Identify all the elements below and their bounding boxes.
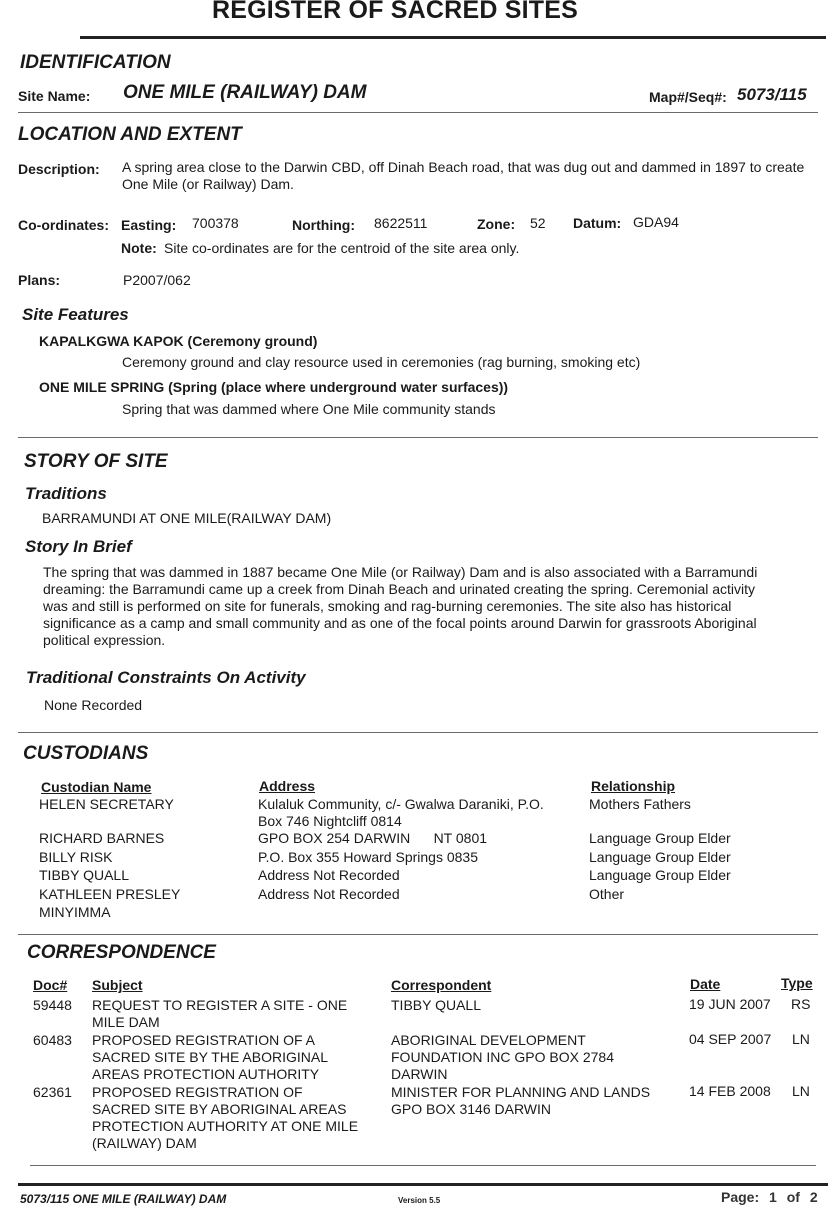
- site-name-label: Site Name:: [18, 88, 91, 104]
- divider: [30, 1165, 816, 1166]
- subject-line: (RAILWAY) DAM: [92, 1135, 197, 1151]
- footer-rule: [18, 1183, 828, 1186]
- correspondent-line: FOUNDATION INC GPO BOX 2784: [391, 1049, 615, 1065]
- story-heading: STORY OF SITE: [24, 451, 168, 472]
- datum-value: GDA94: [633, 214, 679, 230]
- page-indicator: [721, 1189, 818, 1205]
- divider: [18, 934, 818, 935]
- date-header: Date: [690, 976, 721, 992]
- subject-line: SACRED SITE BY ABORIGINAL AREAS: [92, 1101, 347, 1117]
- coordinates-label: Co-ordinates:: [18, 217, 109, 233]
- zone-label: Zone:: [477, 216, 516, 232]
- subject-header: Subject: [92, 977, 143, 993]
- constraints-text: None Recorded: [44, 697, 143, 713]
- subject-line: REQUEST TO REGISTER A SITE - ONE: [92, 997, 348, 1013]
- correspondent-line: MINISTER FOR PLANNING AND LANDS: [391, 1084, 651, 1100]
- feature-name: ONE MILE SPRING (Spring (place where underground water surfaces)): [39, 379, 509, 395]
- story-brief-text: [43, 564, 757, 649]
- correspondent-header: Correspondent: [391, 977, 492, 993]
- page-number: 1: [769, 1189, 777, 1205]
- correspondent-text: TIBBY QUALL: [391, 997, 482, 1013]
- northing-value: 8622511: [374, 215, 428, 231]
- zone-value: 52: [530, 215, 546, 231]
- type-header: Type: [781, 975, 813, 991]
- custodian-relationship-header: Relationship: [591, 778, 676, 794]
- correspondent-text: [391, 1084, 650, 1118]
- doc-header: Doc#: [33, 977, 68, 993]
- page-total: 2: [809, 1189, 818, 1205]
- correspondent-text: [391, 1032, 614, 1083]
- custodian-name: MINYIMMA: [39, 904, 111, 920]
- custodian-name: KATHLEEN PRESLEY: [39, 886, 181, 902]
- story-line: dreaming: the Barramundi came up a creek from Dinah Beach and urinated creating the spring. Ceremonial activity: [43, 581, 756, 597]
- story-line: significance as a camp and small community and as one of the focal points around Darwin for grassroots Aboriginal: [43, 615, 757, 631]
- doc-number: 60483: [33, 1032, 72, 1048]
- correspondence-type: LN: [792, 1083, 810, 1099]
- subject-text: [92, 1032, 328, 1083]
- traditions-heading: Traditions: [25, 484, 107, 503]
- constraints-heading: Traditional Constraints On Activity: [26, 668, 306, 687]
- correspondent-line: ABORIGINAL DEVELOPMENT: [391, 1032, 586, 1048]
- doc-number: 62361: [33, 1084, 72, 1100]
- subject-line: PROPOSED REGISTRATION OF: [92, 1084, 303, 1100]
- custodian-name: RICHARD BARNES: [39, 830, 165, 846]
- site-features-heading: Site Features: [22, 305, 129, 324]
- correspondence-date: 14 FEB 2008: [689, 1083, 771, 1099]
- custodian-address-header: Address: [259, 778, 316, 794]
- custodian-relationship: Language Group Elder: [589, 849, 731, 865]
- subject-line: MILE DAM: [92, 1014, 160, 1030]
- plans-label: Plans:: [18, 272, 61, 288]
- northing-label: Northing:: [292, 217, 355, 233]
- subject-line: AREAS PROTECTION AUTHORITY: [92, 1066, 320, 1082]
- footer-site-reference: 5073/115 ONE MILE (RAILWAY) DAM: [20, 1192, 227, 1206]
- custodian-address: Address Not Recorded: [258, 886, 400, 902]
- story-line: The spring that was dammed in 1887 became One Mile (or Railway) Dam and is also associated with a Barramundi: [43, 564, 758, 580]
- page-of: of: [786, 1189, 800, 1205]
- subject-text: [92, 997, 347, 1031]
- divider: [18, 732, 818, 733]
- easting-label: Easting:: [121, 217, 177, 233]
- location-heading: LOCATION AND EXTENT: [18, 124, 242, 145]
- custodian-address: Kulaluk Community, c/- Gwalwa Daraniki, P.O.: [258, 796, 544, 812]
- feature-description: Spring that was dammed where One Mile community stands: [122, 401, 496, 417]
- mapseq-label: Map#/Seq#:: [649, 89, 727, 105]
- custodian-relationship: Mothers Fathers: [589, 796, 691, 812]
- divider: [18, 112, 818, 113]
- custodian-name: TIBBY QUALL: [39, 867, 130, 883]
- correspondence-date: 19 JUN 2007: [689, 996, 771, 1012]
- subject-line: PROPOSED REGISTRATION OF A: [92, 1032, 315, 1048]
- version-label: Version 5.5: [398, 1196, 441, 1205]
- custodian-name: HELEN SECRETARY: [39, 796, 174, 812]
- page-title: REGISTER OF SACRED SITES: [212, 0, 578, 24]
- easting-value: 700378: [192, 215, 239, 231]
- subject-line: PROTECTION AUTHORITY AT ONE MILE: [92, 1118, 359, 1134]
- correspondence-date: 04 SEP 2007: [689, 1031, 772, 1047]
- note-text: Site co-ordinates are for the centroid of the site area only.: [164, 240, 520, 256]
- custodian-relationship: Other: [589, 886, 625, 902]
- custodian-address: GPO BOX 254 DARWIN NT 0801: [258, 830, 488, 846]
- custodian-address: Address Not Recorded: [258, 867, 400, 883]
- page-label: Page:: [721, 1189, 760, 1205]
- custodian-address: Box 746 Nightcliff 0814: [258, 813, 402, 829]
- feature-name: KAPALKGWA KAPOK (Ceremony ground): [39, 333, 318, 349]
- custodian-name: BILLY RISK: [39, 849, 113, 865]
- description-text: A spring area close to the Darwin CBD, off Dinah Beach road, that was dug out and dammed in 1897 to create One Mile (or Railway) Dam.: [122, 159, 805, 192]
- divider: [18, 437, 818, 438]
- correspondence-type: LN: [792, 1031, 810, 1047]
- correspondence-heading: CORRESPONDENCE: [27, 942, 216, 963]
- subject-line: SACRED SITE BY THE ABORIGINAL: [92, 1049, 328, 1065]
- feature-description: Ceremony ground and clay resource used in ceremonies (rag burning, smoking etc): [122, 354, 641, 370]
- doc-number: 59448: [33, 997, 72, 1013]
- traditions-text: BARRAMUNDI AT ONE MILE(RAILWAY DAM): [42, 510, 332, 526]
- mapseq-value: 5073/115: [737, 85, 807, 104]
- identification-heading: IDENTIFICATION: [20, 52, 171, 73]
- custodian-address: P.O. Box 355 Howard Springs 0835: [258, 849, 478, 865]
- custodian-relationship: Language Group Elder: [589, 867, 731, 883]
- plans-value: P2007/062: [123, 272, 191, 288]
- correspondence-type: RS: [791, 996, 811, 1012]
- note-label: Note:: [121, 240, 157, 256]
- story-brief-heading: Story In Brief: [25, 537, 132, 556]
- custodian-relationship: Language Group Elder: [589, 830, 731, 846]
- story-line: was and still is performed on site for funerals, smoking and rag-burning ceremonies. The site also has historical: [43, 598, 732, 614]
- story-line: political expression.: [43, 632, 166, 648]
- custodian-name-header: Custodian Name: [41, 779, 152, 795]
- custodians-heading: CUSTODIANS: [23, 743, 149, 764]
- site-name-value: ONE MILE (RAILWAY) DAM: [123, 82, 367, 103]
- subject-text: [92, 1084, 358, 1152]
- description-label: Description:: [18, 161, 100, 177]
- datum-label: Datum:: [573, 215, 622, 231]
- title-rule: [80, 36, 826, 39]
- correspondent-line: GPO BOX 3146 DARWIN: [391, 1101, 552, 1117]
- correspondent-line: DARWIN: [391, 1066, 448, 1082]
